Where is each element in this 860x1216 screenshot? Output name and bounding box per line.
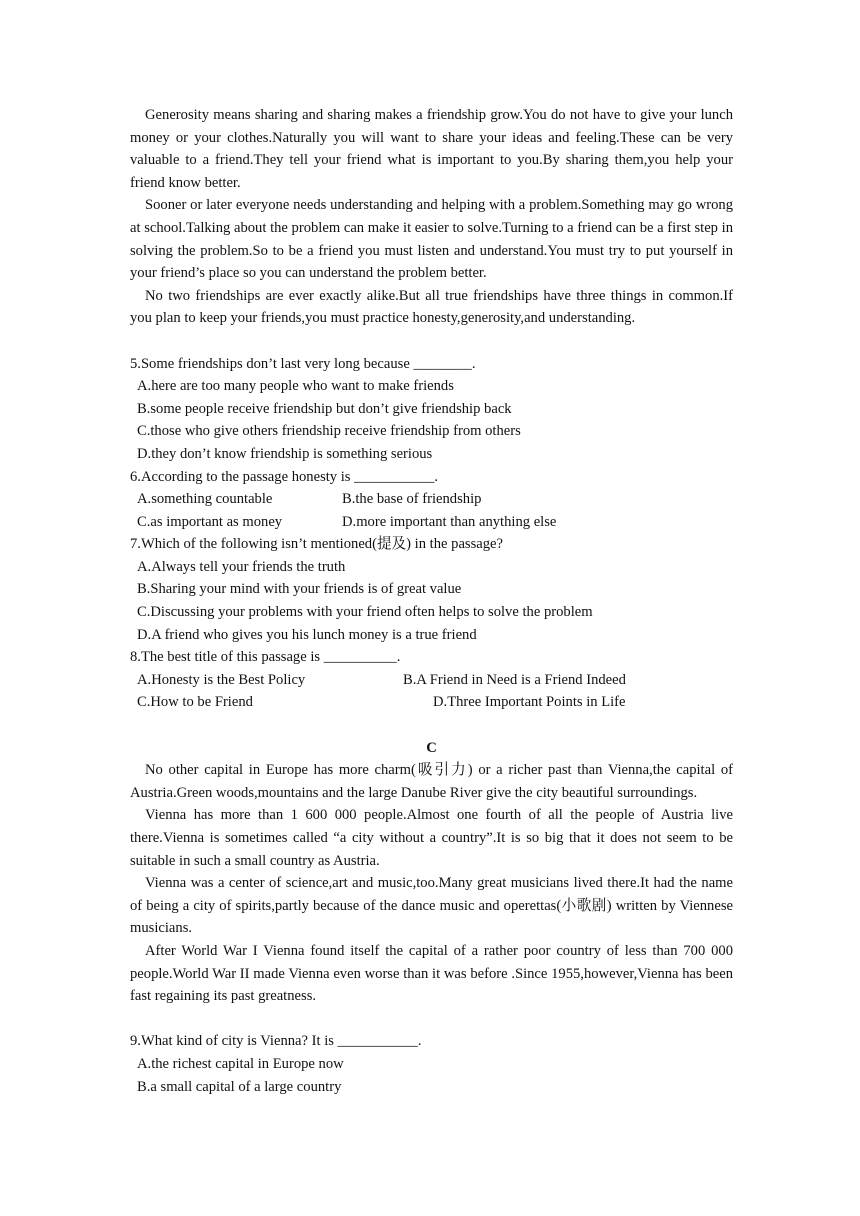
- answer-option: D.they don’t know friendship is something serious: [137, 445, 433, 462]
- answer-option: C.those who give others friendship receive friendship from others: [137, 423, 521, 440]
- answer-option-row: [130, 511, 733, 534]
- spacer: [130, 330, 733, 353]
- passage-c-paragraph: Vienna has more than 1 600 000 people.Almost one fourth of all the people of Austria live there.Vienna is sometimes called “a city without a country”.It is so big that it does not seem to be suitable in such a small country as Austria.: [130, 807, 733, 869]
- spacer: [130, 714, 733, 737]
- question-stem: 5.Some friendships don’t last very long because ________.: [130, 355, 476, 372]
- answer-option-row: [130, 669, 733, 692]
- section-heading: C: [426, 739, 437, 756]
- passage-c-paragraph: After World War I Vienna found itself the capital of a rather poor country of less than 700 000 people.World War II made Vienna even worse than it was before .Since 1955,however,Vienna has been fast regaining its past greatness.: [130, 942, 733, 1005]
- answer-option: B.a small capital of a large country: [137, 1078, 342, 1095]
- answer-option: B.the base of friendship: [342, 491, 482, 508]
- answer-option: C.How to be Friend: [137, 694, 253, 711]
- question-stem: 6.According to the passage honesty is ___________.: [130, 468, 439, 485]
- answer-option: B.some people receive friendship but don’t give friendship back: [137, 400, 512, 417]
- answer-option: B.A Friend in Need is a Friend Indeed: [403, 671, 626, 688]
- passage-b-paragraph: No two friendships are ever exactly alike.But all true friendships have three things in common.If you plan to keep your friends,you must practice honesty,generosity,and understanding.: [130, 287, 733, 327]
- document-page: [130, 104, 733, 1098]
- answer-option: C.as important as money: [137, 513, 283, 530]
- answer-option: A.Always tell your friends the truth: [137, 558, 346, 575]
- answer-option: A.Honesty is the Best Policy: [137, 671, 306, 688]
- answer-option: A.here are too many people who want to make friends: [137, 378, 454, 395]
- passage-b-paragraph: Sooner or later everyone needs understanding and helping with a problem.Something may go wrong at school.Talking about the problem can make it easier to solve.Turning to a friend can be a first step in solving the problem.So to be a friend you must listen and understand.You must try to put yourself in your friend’s place so you can understand the problem better.: [130, 197, 733, 282]
- spacer: [130, 1008, 733, 1031]
- answer-option: C.Discussing your problems with your friend often helps to solve the problem: [137, 604, 593, 621]
- answer-option: D.A friend who gives you his lunch money is a true friend: [137, 626, 477, 643]
- question-stem: 7.Which of the following isn’t mentioned(提及) in the passage?: [130, 536, 504, 553]
- passage-c-paragraph: Vienna was a center of science,art and music,too.Many great musicians lived there.It had the name of being a city of spirits,partly because of the dance music and operettas(小歌剧) written by Viennese musicians.: [130, 875, 733, 937]
- answer-option-row: [130, 691, 733, 714]
- answer-option: D.Three Important Points in Life: [433, 694, 626, 711]
- answer-option: A.something countable: [137, 491, 273, 508]
- answer-option: B.Sharing your mind with your friends is of great value: [137, 581, 462, 598]
- passage-b-paragraph: Generosity means sharing and sharing makes a friendship grow.You do not have to give your lunch money or your clothes.Naturally you will want to share your ideas and feeling.These can be very valuable to a friend.They tell your friend what is important to you.By sharing them,you help your friend know better.: [130, 107, 733, 191]
- passage-c-paragraph: No other capital in Europe has more charm(吸引力) or a richer past than Vienna,the capital of Austria.Green woods,mountains and the large Danube River give the city beautiful surroundings.: [130, 762, 733, 801]
- question-stem: 8.The best title of this passage is __________.: [130, 649, 401, 666]
- answer-option: D.more important than anything else: [342, 513, 557, 530]
- question-stem: 9.What kind of city is Vienna? It is ___________.: [130, 1033, 422, 1050]
- answer-option: A.the richest capital in Europe now: [137, 1055, 344, 1072]
- answer-option-row: [130, 488, 733, 511]
